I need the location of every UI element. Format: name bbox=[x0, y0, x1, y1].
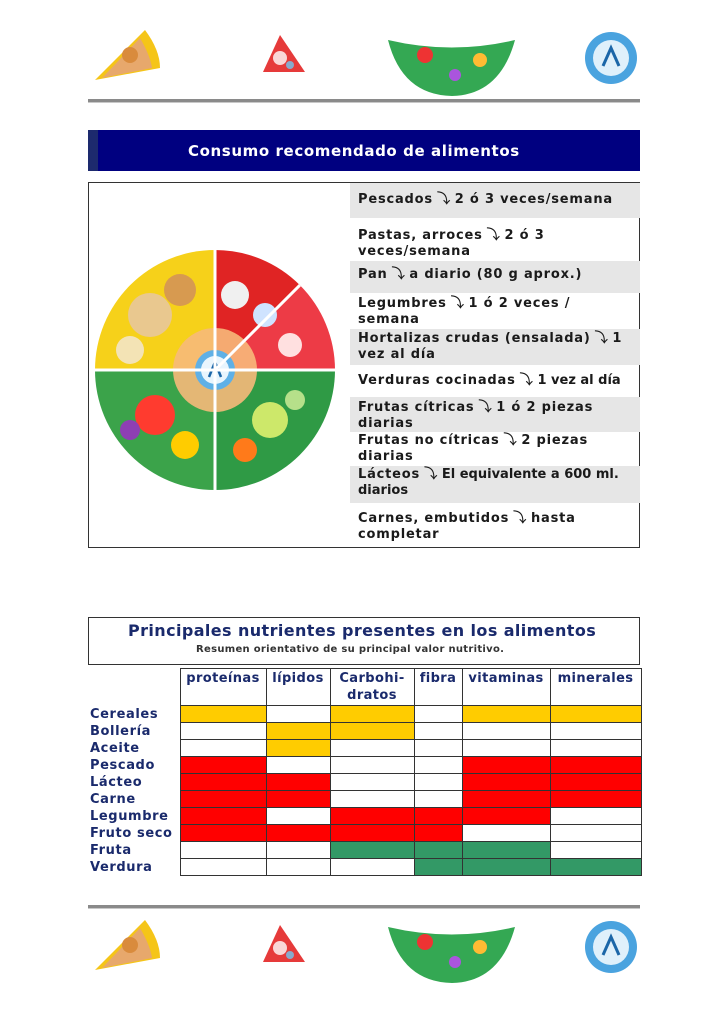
cereals-fan-icon bbox=[95, 30, 160, 80]
row-label: Verdura bbox=[90, 859, 153, 875]
nutrient-cell bbox=[180, 808, 266, 825]
nutrients-table-body bbox=[88, 706, 641, 876]
nutrient-cell bbox=[462, 757, 550, 774]
table-row bbox=[88, 859, 641, 876]
nutrient-cell bbox=[550, 740, 641, 757]
nutrient-cell bbox=[550, 706, 641, 723]
meat-wedge-icon bbox=[263, 925, 305, 962]
col-header: lípidos bbox=[266, 669, 330, 706]
col-header: proteínas bbox=[180, 669, 266, 706]
rec-freq: 2 ó 3 veces/semana bbox=[358, 228, 545, 259]
nutrient-cell bbox=[414, 757, 462, 774]
nutrient-cell bbox=[550, 808, 641, 825]
table-row bbox=[88, 842, 641, 859]
nutrient-cell bbox=[550, 791, 641, 808]
rec-freq: hasta completar bbox=[358, 511, 576, 542]
nutrient-cell bbox=[330, 774, 414, 791]
nutrient-cell bbox=[550, 859, 641, 876]
nutrients-table bbox=[88, 668, 642, 876]
rec-item-pastas bbox=[350, 218, 640, 261]
nutrient-cell bbox=[550, 723, 641, 740]
nutrient-cell bbox=[414, 825, 462, 842]
fruit-veg-half-icon bbox=[388, 40, 515, 96]
footer-icons bbox=[0, 905, 728, 1005]
nutrient-cell bbox=[266, 706, 330, 723]
nutrient-cell bbox=[266, 791, 330, 808]
rec-food: Lácteos bbox=[358, 467, 421, 482]
title-bar bbox=[88, 130, 640, 171]
rec-freq: a diario (80 g aprox.) bbox=[409, 267, 583, 282]
nutrient-cell bbox=[180, 825, 266, 842]
rec-food: Legumbres bbox=[358, 296, 447, 311]
nutrient-cell bbox=[330, 825, 414, 842]
nutrient-cell bbox=[330, 706, 414, 723]
rec-item-verduras bbox=[350, 365, 640, 397]
cereals-fan-icon bbox=[95, 920, 160, 970]
row-label: Aceite bbox=[90, 740, 140, 756]
rec-freq: El equivalente a 600 ml. diarios bbox=[358, 467, 619, 498]
nutrient-cell bbox=[266, 757, 330, 774]
nutrient-cell bbox=[180, 791, 266, 808]
rec-item-citricas bbox=[350, 397, 640, 432]
nutrient-cell bbox=[266, 740, 330, 757]
nutrient-cell bbox=[462, 791, 550, 808]
rec-food: Carnes, embutidos bbox=[358, 511, 510, 526]
nutrient-cell bbox=[266, 825, 330, 842]
arrow-icon: ⤵ bbox=[478, 400, 493, 415]
header-icons bbox=[0, 0, 728, 100]
row-label: Fruto seco bbox=[90, 825, 173, 841]
nutrient-cell bbox=[266, 842, 330, 859]
rec-item-lacteos bbox=[350, 466, 640, 503]
table-row bbox=[88, 825, 641, 842]
nutrient-cell bbox=[462, 825, 550, 842]
rec-freq: 1 vez al día bbox=[537, 373, 621, 388]
arrow-icon: ⤵ bbox=[486, 228, 501, 243]
rec-food: Frutas no cítricas bbox=[358, 433, 500, 448]
rec-food: Hortalizas crudas (ensalada) bbox=[358, 331, 591, 346]
rec-item-pan bbox=[350, 261, 640, 293]
row-label: Fruta bbox=[90, 842, 132, 858]
col-header: Carbohi-dratos bbox=[330, 669, 414, 706]
top-rule bbox=[88, 99, 640, 102]
nutrient-cell bbox=[330, 808, 414, 825]
footer-icons-svg bbox=[0, 905, 728, 1005]
nutrient-cell bbox=[414, 859, 462, 876]
nutrient-cell bbox=[266, 774, 330, 791]
table-row bbox=[88, 706, 641, 723]
table-row bbox=[88, 808, 641, 825]
nutrient-cell bbox=[180, 723, 266, 740]
rec-freq: 1 ó 2 piezas diarias bbox=[358, 400, 594, 431]
arrow-icon: ⤵ bbox=[424, 467, 438, 482]
food-wheel bbox=[95, 250, 335, 490]
rec-item-carnes bbox=[350, 503, 640, 547]
nutrient-cell bbox=[414, 723, 462, 740]
center-badge-icon bbox=[585, 921, 637, 973]
row-label: Cereales bbox=[90, 706, 159, 722]
col-header: minerales bbox=[550, 669, 641, 706]
header-icons-svg bbox=[0, 0, 728, 100]
row-label: Bollería bbox=[90, 723, 152, 739]
nutrient-cell bbox=[550, 842, 641, 859]
table-row bbox=[88, 723, 641, 740]
meat-wedge-icon bbox=[263, 35, 305, 72]
fruit-veg-half-icon bbox=[388, 927, 515, 983]
table-row bbox=[88, 740, 641, 757]
nutrient-cell bbox=[462, 723, 550, 740]
arrow-icon: ⤵ bbox=[436, 192, 451, 207]
row-label: Legumbre bbox=[90, 808, 169, 824]
arrow-icon: ⤵ bbox=[391, 267, 406, 282]
table-header-row bbox=[88, 669, 641, 706]
rec-food: Pastas, arroces bbox=[358, 228, 483, 243]
rec-item-no-citricas bbox=[350, 432, 640, 466]
arrow-icon: ⤵ bbox=[503, 433, 518, 448]
nutrient-cell bbox=[462, 706, 550, 723]
nutrient-cell bbox=[414, 706, 462, 723]
nutrient-cell bbox=[266, 859, 330, 876]
rec-food: Verduras cocinadas bbox=[358, 373, 516, 388]
nutrient-cell bbox=[462, 859, 550, 876]
rec-freq: 1 vez al día bbox=[358, 331, 623, 362]
nutrient-cell bbox=[462, 808, 550, 825]
arrow-icon: ⤵ bbox=[519, 373, 534, 388]
nutrient-cell bbox=[414, 740, 462, 757]
nutrient-cell bbox=[462, 774, 550, 791]
rec-food: Frutas cítricas bbox=[358, 400, 475, 415]
rec-item-legumbres bbox=[350, 293, 640, 329]
nutrient-cell bbox=[414, 842, 462, 859]
row-label: Lácteo bbox=[90, 774, 143, 790]
nutrient-cell bbox=[330, 791, 414, 808]
nutrient-cell bbox=[266, 808, 330, 825]
header-blank bbox=[88, 669, 180, 706]
nutrient-cell bbox=[180, 859, 266, 876]
nutrient-cell bbox=[180, 774, 266, 791]
nutrient-cell bbox=[330, 740, 414, 757]
rec-food: Pan bbox=[358, 267, 388, 282]
nutrients-subtitle: Resumen orientativo de su principal valor nutritivo. bbox=[196, 644, 505, 655]
row-label: Carne bbox=[90, 791, 136, 807]
table-row bbox=[88, 774, 641, 791]
nutrient-cell bbox=[414, 774, 462, 791]
nutrient-cell bbox=[266, 723, 330, 740]
nutrient-cell bbox=[330, 859, 414, 876]
rec-item-pescados bbox=[350, 183, 640, 218]
rec-freq: 2 ó 3 veces/semana bbox=[454, 192, 613, 207]
nutrient-cell bbox=[550, 774, 641, 791]
nutrient-cell bbox=[550, 757, 641, 774]
table-row bbox=[88, 791, 641, 808]
recommendation-list bbox=[350, 183, 640, 547]
nutrient-cell bbox=[414, 808, 462, 825]
nutrients-title: Principales nutrientes presentes en los alimentos bbox=[128, 621, 597, 640]
col-header: vitaminas bbox=[462, 669, 550, 706]
rec-item-hortalizas bbox=[350, 329, 640, 365]
arrow-icon: ⤵ bbox=[450, 296, 465, 311]
arrow-icon: ⤵ bbox=[513, 511, 527, 526]
nutrient-cell bbox=[414, 791, 462, 808]
nutrient-cell bbox=[550, 825, 641, 842]
rec-freq: 2 piezas diarias bbox=[358, 433, 588, 464]
nutrient-cell bbox=[462, 740, 550, 757]
nutrient-cell bbox=[330, 723, 414, 740]
nutrient-cell bbox=[330, 842, 414, 859]
arrow-icon: ⤵ bbox=[594, 331, 609, 346]
col-header: fibra bbox=[414, 669, 462, 706]
rec-freq: 1 ó 2 veces / semana bbox=[358, 296, 571, 327]
nutrient-cell bbox=[462, 842, 550, 859]
rec-food: Pescados bbox=[358, 192, 433, 207]
row-label: Pescado bbox=[90, 757, 155, 773]
nutrient-cell bbox=[330, 757, 414, 774]
page-title: Consumo recomendado de alimentos bbox=[188, 142, 520, 160]
center-badge-icon bbox=[585, 32, 637, 84]
nutrient-cell bbox=[180, 842, 266, 859]
nutrient-cell bbox=[180, 740, 266, 757]
nutrient-cell bbox=[180, 706, 266, 723]
nutrient-cell bbox=[180, 757, 266, 774]
table-row bbox=[88, 757, 641, 774]
